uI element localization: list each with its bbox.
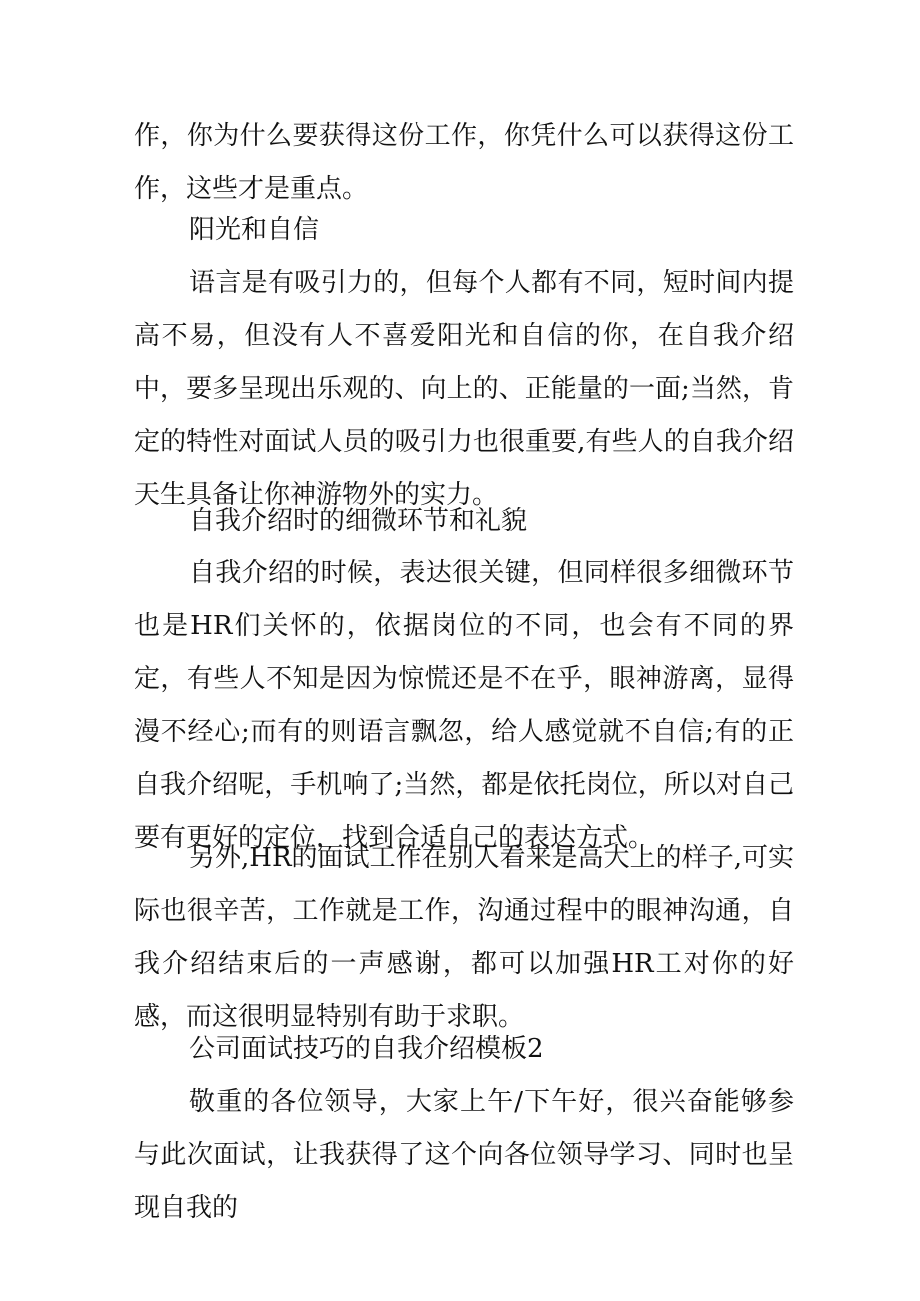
paragraph-hr-work: 另外,HR的面试工作在别人看来是高大上的样子,可实际也很辛苦，工作就是工作，沟通过程中的眼神沟通，自我介绍结束后的一声感谢，都可以加强HR工对你的好感，而这很明显特别有助于求职。	[134, 843, 794, 1032]
paragraph-template-2-intro: 敬重的各位领导，大家上午/下午好，很兴奋能够参与此次面试，让我获得了这个向各位领导学习、同时也呈现自我的	[134, 1087, 794, 1223]
section-heading-details-manners: 自我介绍时的细微环节和礼貌	[189, 506, 528, 536]
continuation-paragraph: 作，你为什么要获得这份工作，你凭什么可以获得这份工作，这些才是重点。	[134, 121, 794, 204]
section-heading-template-2: 公司面试技巧的自我介绍模板2	[189, 1034, 544, 1064]
paragraph-sunshine-confidence: 语言是有吸引力的，但每个人都有不同，短时间内提高不易，但没有人不喜爱阳光和自信的你，在自我介绍中，要多呈现出乐观的、向上的、正能量的一面;当然，肯定的特性对面试人员的吸引力也很重要,有些人的自我介绍天生具备让你神游物外的实力。	[134, 268, 794, 510]
paragraph-details-manners: 自我介绍的时候，表达很关键，但同样很多细微环节也是HR们关怀的，依据岗位的不同，也会有不同的界定，有些人不知是因为惊慌还是不在乎，眼神游离，显得漫不经心;而有的则语言飘忽，给人感觉就不自信;有的正自我介绍呢，手机响了;当然，都是依托岗位，所以对自己要有更好的定位，找到合适自己的表达方式。	[134, 558, 794, 853]
section-heading-sunshine-confidence: 阳光和自信	[189, 215, 320, 245]
